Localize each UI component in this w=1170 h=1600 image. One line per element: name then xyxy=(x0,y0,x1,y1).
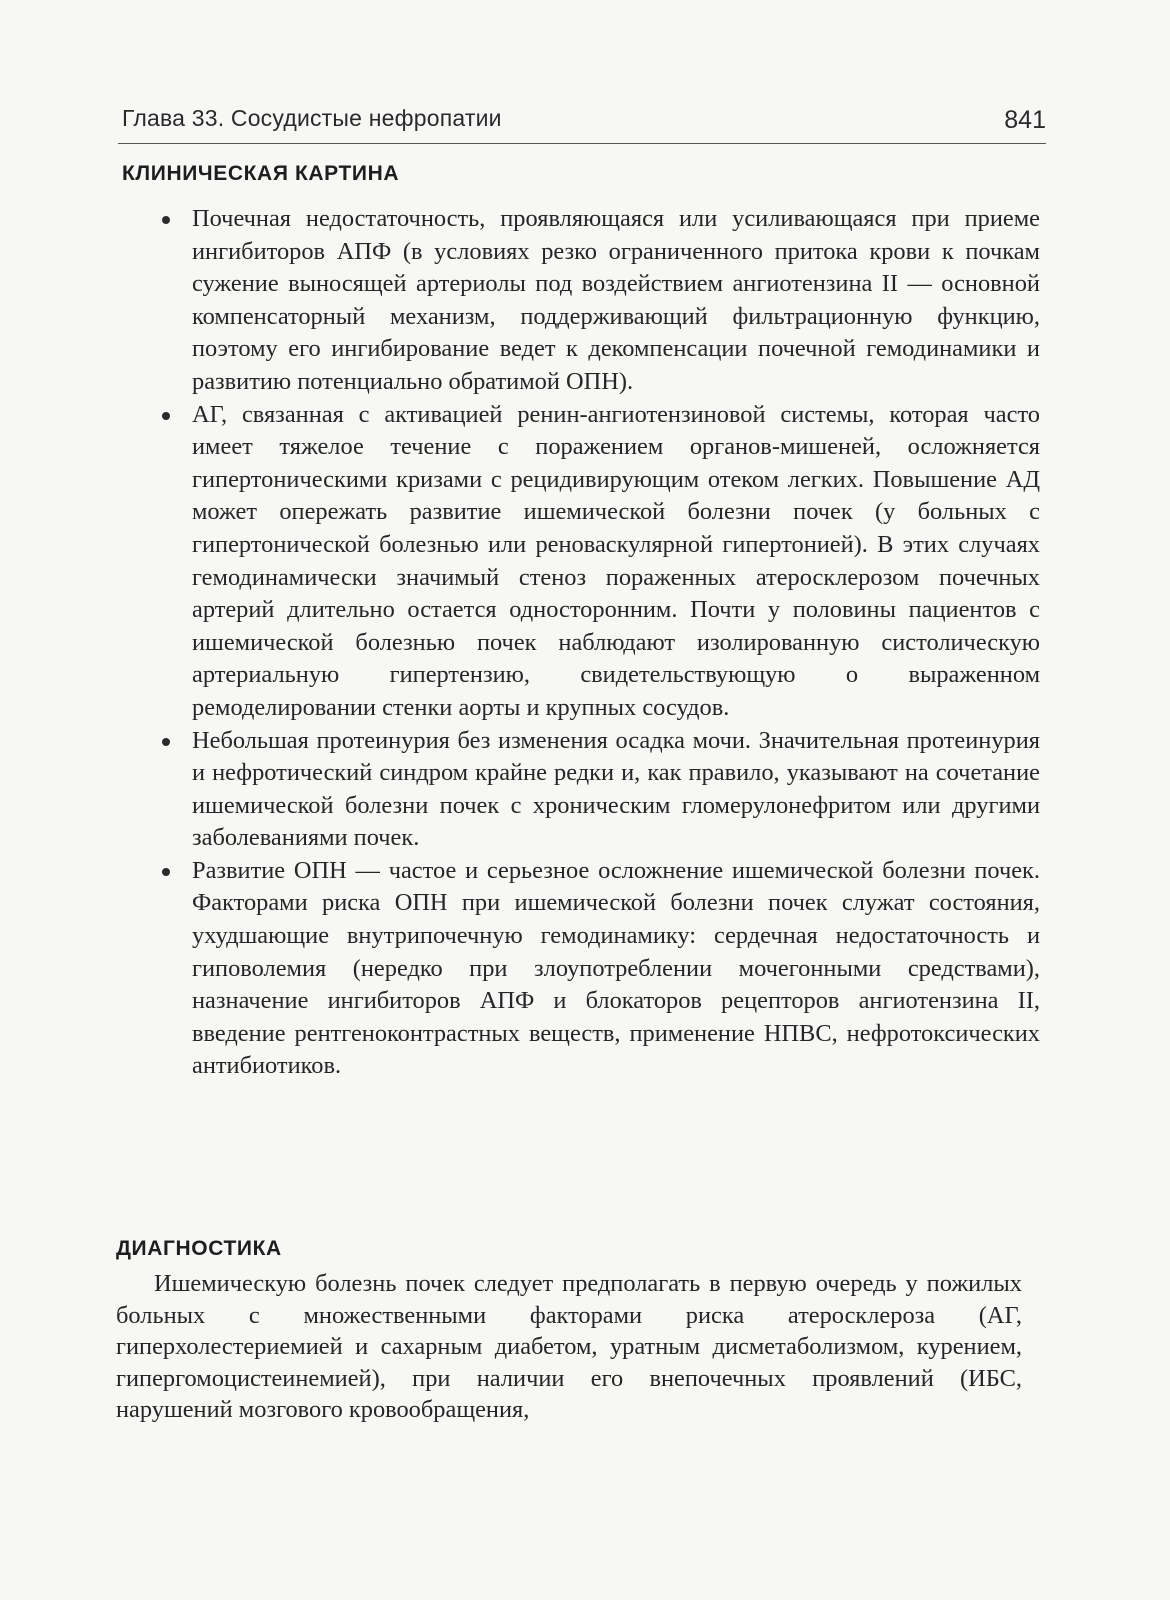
list-item-text: Развитие ОПН — частое и серьезное осложнение ишемической болезни почек. Факторами риска ОПН при ишемической болезни почек служат состояния, ухудшающие внутрипочечную гемодинамику: сердечная недостаточность и гиповолемия (нередко при злоупотреблении мочегонными средствами), назначение ингибиторов АПФ и блокаторов рецепторов ангиотензина II, введение рентгеноконтрастных веществ, применение НПВС, нефротоксических антибиотиков. xyxy=(192,856,1040,1080)
list-item-text: АГ, связанная с активацией ренин-ангиотензиновой системы, которая часто имеет тяжелое течение с поражением органов-мишеней, осложняется гипертоническими кризами с рецидивирующим отеком легких. Повышение АД может опережать развитие ишемической болезни почек (у больных с гипертонической болезнью или реноваскулярной гипертонией). В этих случаях гемодинамически значимый стеноз пораженных атеросклерозом почечных артерий длительно остается односторонним. Почти у половины пациентов с ишемической болезнью почек наблюдают изолированную систолическую артериальную гипертензию, свидетельствующую о выраженном ремоделировании стенки аорты и крупных сосудов. xyxy=(192,400,1040,721)
list-item xyxy=(156,855,1040,1083)
list-item xyxy=(156,399,1040,725)
clinical-picture-list xyxy=(156,203,1040,1083)
header-rule xyxy=(118,143,1046,144)
list-item xyxy=(156,725,1040,855)
bullet-icon xyxy=(162,868,170,876)
bullet-icon xyxy=(162,738,170,746)
bullet-icon xyxy=(162,216,170,224)
running-header xyxy=(122,101,1046,141)
section-heading-diagnostics: ДИАГНОСТИКА xyxy=(116,1237,282,1260)
bullet-icon xyxy=(162,412,170,420)
chapter-title: Глава 33. Сосудистые нефропатии xyxy=(122,105,502,131)
diagnostics-paragraph: Ишемическую болезнь почек следует предполагать в первую очередь у пожилых больных с множественными факторами риска атеросклероза (АГ, гиперхолестериемией и сахарным диабетом, уратным дисметаболизмом, курением, гипергомоцистеинемией), при наличии его внепочечных проявлений (ИБС, нарушений мозгового кровообращения, xyxy=(116,1270,1022,1423)
list-item-text: Небольшая протеинурия без изменения осадка мочи. Значительная протеинурия и нефротический синдром крайне редки и, как правило, указывают на сочетание ишемической болезни почек с хроническим гломерулонефритом или другими заболеваниями почек. xyxy=(192,726,1040,852)
list-item xyxy=(156,203,1040,399)
list-item-text: Почечная недостаточность, проявляющаяся или усиливающаяся при приеме ингибиторов АПФ (в условиях резко ограниченного притока крови к почкам сужение выносящей артериолы под воздействием ангиотензина II — основной компенсаторный механизм, поддерживающий фильтрационную функцию, поэтому его ингибирование ведет к декомпенсации почечной гемодинамики и развитию потенциально обратимой ОПН). xyxy=(192,205,1040,395)
section-heading-clinical-picture: КЛИНИЧЕСКАЯ КАРТИНА xyxy=(122,162,400,185)
page-number: 841 xyxy=(1004,106,1046,134)
